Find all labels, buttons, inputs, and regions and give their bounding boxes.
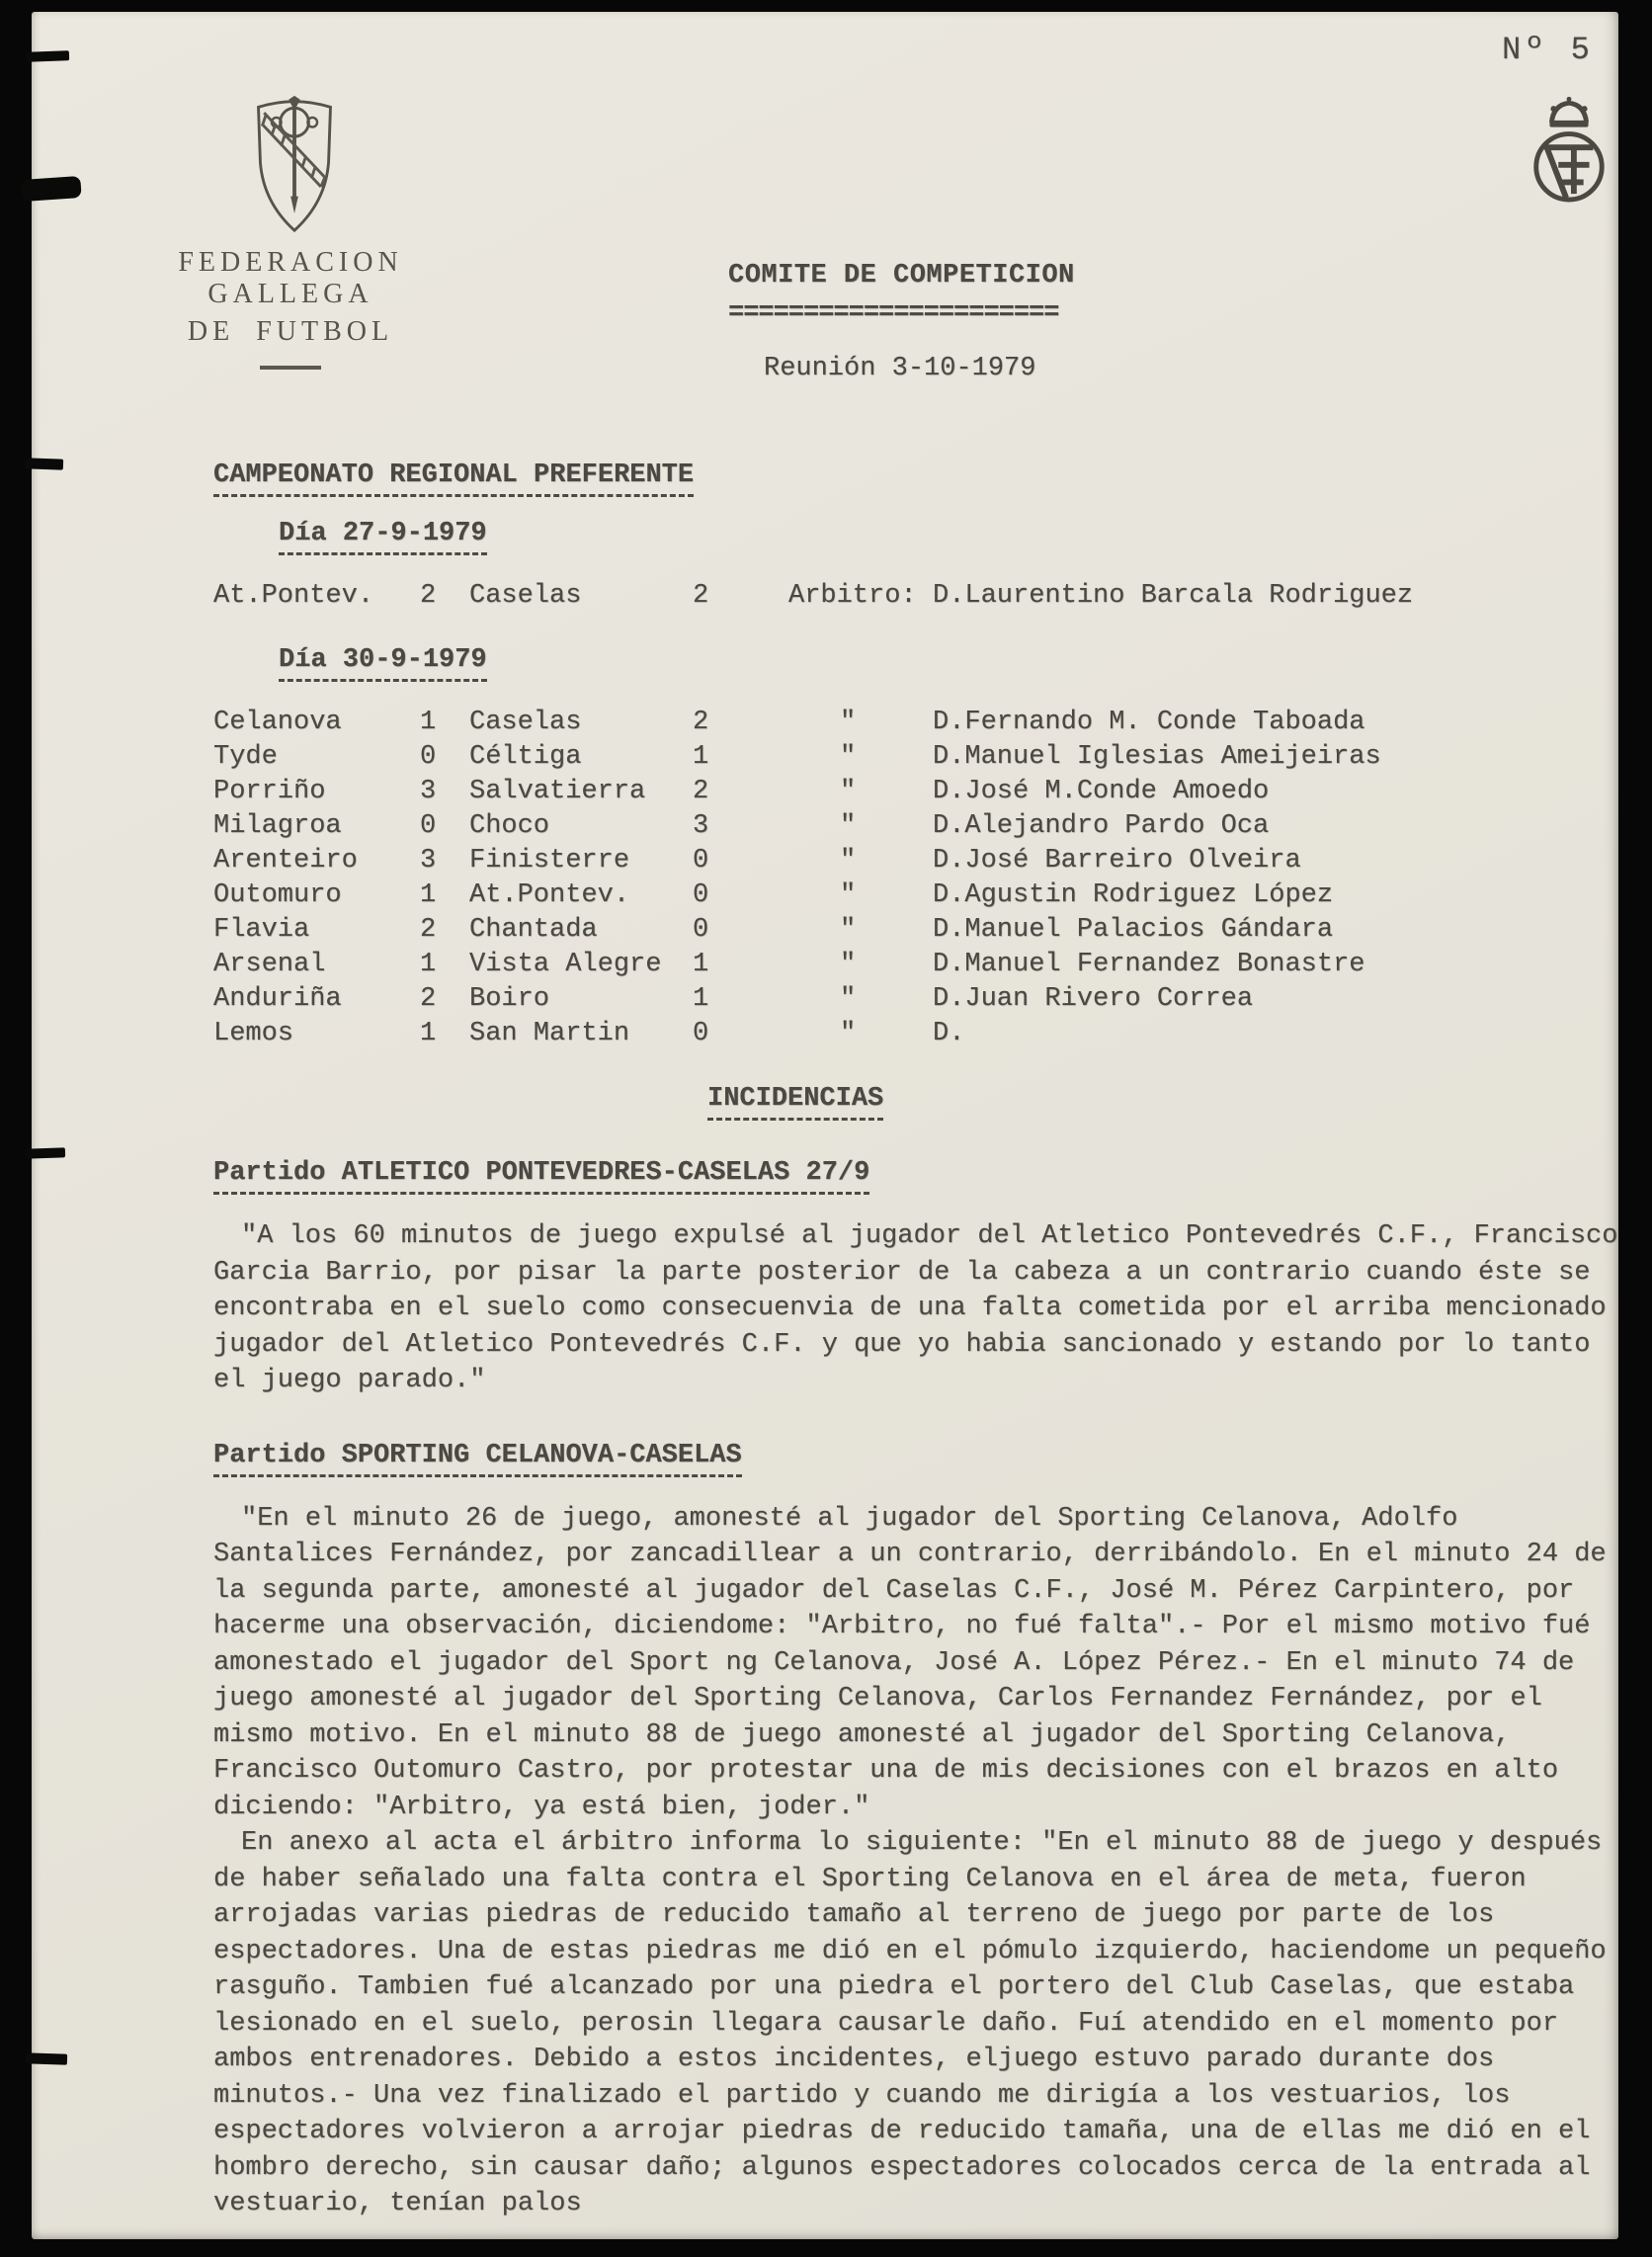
referee-ditto-mark: " [840,742,857,772]
home-score: 3 [420,777,437,806]
binding-mark [26,2052,67,2064]
referee-name: D.Alejandro Pardo Oca [933,811,1270,841]
match-row [213,1017,1620,1051]
referee-ditto-mark: " [840,880,857,910]
home-score: 1 [420,1019,437,1048]
away-team: San Martin [469,1019,630,1048]
match-row [213,913,1620,948]
match-row [213,809,1620,844]
referee-ditto-mark: " [840,777,857,806]
referee-ditto-mark: " [840,708,857,737]
away-team: At.Pontev. [469,880,630,910]
referee-name: D.Juan Rivero Correa [933,984,1254,1014]
royal-crest-icon [1526,97,1612,220]
away-team: Vista Alegre [469,950,662,979]
match-row [213,775,1620,809]
incident-section-heading: Partido SPORTING CELANOVA-CASELAS [213,1441,742,1477]
incidents-title: INCIDENCIAS [707,1084,883,1121]
away-team: Choco [469,811,550,841]
referee-ditto-mark: " [840,950,857,979]
binding-mark [26,458,63,469]
referee-name: D.José Barreiro Olveira [933,846,1301,876]
referee-ditto-mark: " [840,984,857,1014]
away-score: 0 [693,915,709,945]
away-score: 2 [693,708,709,737]
home-score: 1 [420,708,437,737]
away-score: 1 [693,950,709,979]
away-score: 0 [693,880,709,910]
referee-name: D.Agustin Rodriguez López [933,880,1334,910]
referee-ditto-mark: " [840,846,857,876]
home-team: Porriño [213,777,326,806]
binding-mark [26,1147,65,1158]
referee-name: D.Laurentino Barcala Rodriguez [933,581,1414,611]
home-team: Tyde [213,742,278,772]
away-team: Boiro [469,984,550,1014]
home-score: 1 [420,880,437,910]
home-team: Outomuro [213,880,342,910]
committee-separator: ====================== [728,298,1059,328]
home-score: 3 [420,846,437,876]
home-score: 2 [420,984,437,1014]
away-score: 0 [693,1019,709,1048]
referee-name: D. [933,1019,965,1048]
org-name-line1: FEDERACION GALLEGA [178,247,403,309]
binding-mark [26,50,69,62]
competition-title: CAMPEONATO REGIONAL PREFERENTE [213,460,694,497]
matchday-date: Día 27-9-1979 [279,519,487,555]
away-score: 1 [693,984,709,1014]
binding-mark [21,176,81,202]
match-row [213,844,1620,878]
referee-ditto-mark: " [840,811,857,841]
home-score: 0 [420,811,437,841]
incident-paragraph: "A los 60 minutos de juego expulsé al jugador del Atletico Pontevedrés C.F., Francisco Garcia Barrio, por pisar la parte posterior de la cabeza a un contrario cuando éste se encontraba en el suelo como consecuenvia de una falta cometida por el arriba mencionado jugador del Atletico Pontevedrés C.F. y que yo habia sancionado y estando por lo tanto el juego parado." [213,1221,1618,1395]
home-score: 1 [420,950,437,979]
referee-ditto-mark: " [840,1019,857,1048]
match-row [213,878,1620,913]
page-number: Nº 5 [1502,32,1594,68]
meeting-date: Reunión 3-10-1979 [764,354,1036,383]
home-team: Flavia [213,915,310,945]
away-score: 2 [693,581,709,611]
referee-label: Arbitro: [788,581,917,611]
referee-name: D.Manuel Iglesias Ameijeiras [933,742,1381,772]
federation-shield-icon [247,91,342,242]
org-name-line2: DE FUTBOL [187,316,394,347]
organization-name [83,247,498,370]
away-team: Caselas [469,581,582,611]
match-row [213,706,1620,740]
home-team: Lemos [213,1019,294,1048]
home-team: Arsenal [213,950,326,979]
home-team: Arenteiro [213,846,358,876]
away-team: Caselas [469,708,582,737]
away-score: 1 [693,742,709,772]
away-score: 0 [693,846,709,876]
matchday-30-results [213,706,1620,1051]
committee-header [728,261,1075,383]
away-team: Salvatierra [469,777,646,806]
matchday-27-results [213,579,1620,614]
incident-section-heading: Partido ATLETICO PONTEVEDRES-CASELAS 27/9 [213,1158,869,1195]
org-name-rule [260,366,321,370]
referee-name: D.Fernando M. Conde Taboada [933,708,1365,737]
home-score: 0 [420,742,437,772]
match-row [213,579,1620,614]
match-row [213,982,1620,1017]
home-team: Anduriña [213,984,342,1014]
referee-name: D.Manuel Fernandez Bonastre [933,950,1365,979]
away-score: 2 [693,777,709,806]
incident-paragraph: En anexo al acta el árbitro informa lo siguiente: "En el minuto 88 de juego y después de haber señalado una falta contra el Sporting Celanova en el área de meta, fueron arrojadas varias piedras de reducido tamaño al terreno de juego por parte de los espectadores. Una de estas piedras me dió en el pómulo izquierdo, haciendome un pequeño rasguño. Tambien fué alcanzado por una piedra el portero del Club Caselas, que estaba lesionado en el suelo, perosin llegara causarle daño. Fuí atendido en el momento por ambos entrenadores. Debido a estos incidentes, eljuego estuvo parado durante dos minutos.- Una vez finalizado el partido y cuando me dirigía a los vestuarios, los espectadores volvieron a arrojar piedras de reducido tamaña, una de ellas me dió en el hombro derecho, sin causar daño; algunos espectadores colocados cerca de la entrada al vestuario, tenían palos [213,1828,1607,2218]
main-content [213,455,1620,2222]
match-row [213,740,1620,775]
home-team: Celanova [213,708,342,737]
away-score: 3 [693,811,709,841]
matchday-date: Día 30-9-1979 [279,645,487,682]
home-team: Milagroa [213,811,342,841]
home-team: At.Pontev. [213,581,374,611]
referee-name: D.José M.Conde Amoedo [933,777,1270,806]
referee-name: D.Manuel Palacios Gándara [933,915,1334,945]
home-score: 2 [420,581,437,611]
committee-title: COMITE DE COMPETICION [728,261,1075,291]
away-team: Chantada [469,915,598,945]
home-score: 2 [420,915,437,945]
document-page [32,12,1618,2239]
away-team: Finisterre [469,846,630,876]
away-team: Céltiga [469,742,582,772]
match-row [213,948,1620,982]
referee-ditto-mark: " [840,915,857,945]
incident-paragraph: "En el minuto 26 de juego, amonesté al jugador del Sporting Celanova, Adolfo Santalices Fernández, por zancadillear a un contrario, derribándolo. En el minuto 24 de la segunda parte, amonesté al jugador del Caselas C.F., José M. Pérez Carpintero, por hacerme una observación, diciendome: "Arbitro, no fué falta".- Por el mismo motivo fué amonestado el jugador del Sport ng Celanova, José A. López Pérez.- En el minuto 74 de juego amonesté al jugador del Sporting Celanova, Carlos Fernandez Fernández, por el mismo motivo. En el minuto 88 de juego amonesté al jugador del Sporting Celanova, Francisco Outomuro Castro, por protestar una de mis decisiones con el brazos en alto diciendo: "Arbitro, ya está bien, joder." [213,1503,1607,1822]
